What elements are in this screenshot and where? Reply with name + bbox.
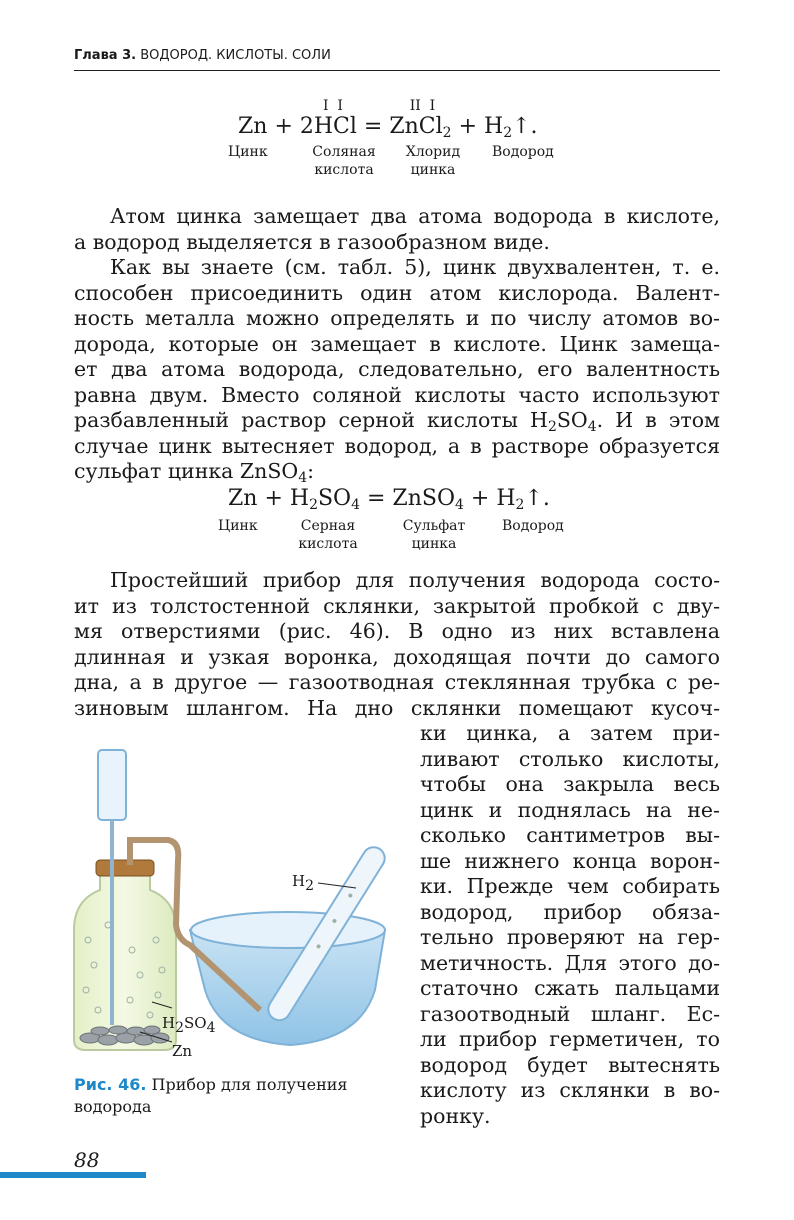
eq1-rest: + H — [451, 114, 504, 139]
bowl-rim — [191, 912, 385, 948]
eq1-name-hcl-b: кислота — [314, 162, 374, 178]
eq2-name-acid — [288, 517, 368, 553]
eq2-name-salt-a: Сульфат — [402, 518, 466, 534]
eq2-name-h2: Водород — [502, 518, 564, 534]
para3-line: дна, а в другое — газоотводная стеклянная трубка с ре- — [74, 670, 720, 694]
eq1-left: Zn + 2HCl = ZnCl — [238, 114, 443, 139]
para3-col-line: ливают столько кислоты, — [420, 746, 720, 771]
para3-col-line: метичность. Для этого до- — [420, 950, 720, 975]
para2-line: ет два атома водорода, следовательно, его валентность — [74, 357, 720, 381]
label-acid — [162, 1014, 216, 1036]
page-number: 88 — [74, 1148, 100, 1172]
para3-col-line: водород, прибор обяза- — [420, 899, 720, 924]
sub-4: 4 — [351, 497, 361, 513]
caption-number: Рис. 46. — [74, 1075, 147, 1094]
eq1-name-zncl-b: цинка — [410, 162, 456, 178]
figure-caption — [74, 1074, 394, 1118]
para3-col-line: статочно сжать пальцами — [420, 976, 720, 1000]
para3-line: мя отверстиями (рис. 46). В одно из них вставлена — [74, 619, 720, 643]
eq1-name-zncl — [398, 143, 468, 179]
label-zn: Zn — [172, 1042, 193, 1060]
sub-4: 4 — [587, 419, 597, 435]
caption-text: Прибор для получения — [146, 1075, 348, 1094]
sub-2: 2 — [547, 419, 557, 435]
paragraph-2 — [74, 255, 720, 485]
valence-marks: I I II I — [323, 98, 436, 114]
eq2-name-zinc: Цинк — [218, 518, 258, 534]
label-acid-sub2: 4 — [206, 1020, 216, 1036]
apparatus-illustration — [60, 740, 400, 1070]
eq2-a: Zn + H — [228, 486, 310, 511]
para3-line: зиновым шлангом. На дно склянки помещают кусоч- — [74, 695, 720, 720]
eq1-name-zncl-a: Хлорид — [405, 144, 461, 160]
para3-col-line: ли прибор герметичен, то — [420, 1027, 720, 1051]
equation-zn-h2so4 — [214, 486, 594, 551]
eq2-name-salt — [394, 517, 474, 553]
sub-4: 4 — [298, 470, 308, 486]
para3-col-line: ронку. — [420, 1103, 491, 1128]
para2-l9a: сульфат цинка ZnSO — [74, 459, 299, 483]
eq2-name-acid-b: кислота — [298, 536, 358, 552]
chapter-title: ВОДОРОД. КИСЛОТЫ. СОЛИ — [140, 48, 331, 63]
para2-line: случае цинк вытесняет водород, а в растворе образуется — [74, 433, 720, 458]
eq2-c: = ZnSO — [360, 486, 455, 511]
eq1-name-zinc: Цинк — [228, 144, 268, 160]
para2-line — [74, 408, 720, 434]
para2-l7c: . И в этом — [596, 408, 720, 432]
page-accent-bar — [0, 1172, 146, 1178]
para2-l7a: разбавленный раствор серной кислоты H — [74, 408, 548, 432]
paragraph-1 — [74, 204, 720, 255]
chapter-label: Глава 3. — [74, 48, 137, 63]
para2-line: способен присоединить один атом кислорода. Валент- — [74, 280, 720, 305]
label-h2-text: H — [292, 872, 306, 890]
eq1-name-hcl — [304, 143, 384, 179]
label-h2 — [292, 872, 315, 894]
para2-l7b: SO — [556, 408, 588, 432]
para3-line: длинная и узкая воронка, доходящая почти до самого — [74, 644, 720, 669]
eq2-name-salt-b: цинка — [411, 536, 457, 552]
para3-col-line: тельно проверяют на гер- — [420, 925, 720, 949]
para2-line: дорода, которые он замещает в кислоте. Цинк замеща- — [74, 331, 720, 356]
eq1-sub2: 2 — [503, 125, 513, 141]
label-h2-sub: 2 — [305, 878, 315, 894]
para3-col-line: ки. Прежде чем собирать — [420, 874, 720, 898]
para3-col-line: газоотводный шланг. Ес- — [420, 1001, 720, 1026]
eq1-arrow: ↑. — [512, 114, 538, 139]
figure-46-apparatus — [60, 740, 400, 1070]
para3-col-line: водород будет вытеснять — [420, 1052, 720, 1077]
label-acid-h: H — [162, 1014, 176, 1032]
zinc-pieces — [80, 1026, 169, 1045]
equation-formula — [228, 114, 568, 139]
eq2-b: SO — [317, 486, 352, 511]
para2-l9b: : — [307, 459, 315, 483]
para2-line: равна двум. Вместо соляной кислоты часто используют — [74, 382, 720, 407]
sub-2: 2 — [515, 497, 525, 513]
para3-col-line: чтобы она закрыла весь — [420, 772, 720, 796]
eq1-names — [228, 139, 568, 179]
paragraph-3 — [74, 568, 720, 721]
para1-line: Атом цинка замещает два атома водорода в кислоте, — [110, 204, 720, 228]
paragraph-3-column — [420, 721, 720, 1129]
para2-line — [74, 459, 720, 485]
caption-text-2: водорода — [74, 1097, 152, 1116]
para3-col-line: кислоту из склянки в во- — [420, 1078, 720, 1102]
running-header — [74, 48, 720, 71]
eq1-name-h2: Водород — [492, 144, 554, 160]
label-acid-sub1: 2 — [175, 1020, 185, 1036]
eq2-names — [214, 511, 594, 551]
eq2-e: ↑. — [524, 486, 550, 511]
eq1-sub: 2 — [442, 125, 452, 141]
para3-col-line: ше нижнего конца ворон- — [420, 848, 720, 873]
eq1-name-hcl-a: Соляная — [312, 144, 376, 160]
glass-bottle — [74, 870, 176, 1050]
sub-2: 2 — [309, 497, 318, 513]
eq2-name-acid-a: Серная — [300, 518, 356, 534]
label-acid-so: SO — [184, 1014, 207, 1032]
para1-line: а водород выделяется в газообразном виде. — [74, 229, 550, 254]
eq2-d: + H — [463, 486, 516, 511]
funnel — [98, 750, 126, 820]
cork-stopper — [96, 860, 154, 876]
para2-line: Как вы знаете (см. табл. 5), цинк двухвалентен, т. е. — [110, 255, 720, 279]
equation-zn-hcl — [228, 98, 568, 179]
para3-col-line: сколько сантиметров вы- — [420, 823, 720, 847]
para3-line: Простейший прибор для получения водорода состо- — [110, 568, 720, 592]
para3-col-line: ки цинка, а затем при- — [420, 721, 720, 745]
para3-line: ит из толстостенной склянки, закрытой пробкой с дву- — [74, 593, 720, 618]
eq2-formula — [214, 486, 594, 511]
para3-col-line: цинк и поднялась на не- — [420, 797, 720, 822]
para2-line: ность металла можно определять и по числу атомов во- — [74, 306, 720, 330]
sub-4: 4 — [455, 497, 464, 513]
